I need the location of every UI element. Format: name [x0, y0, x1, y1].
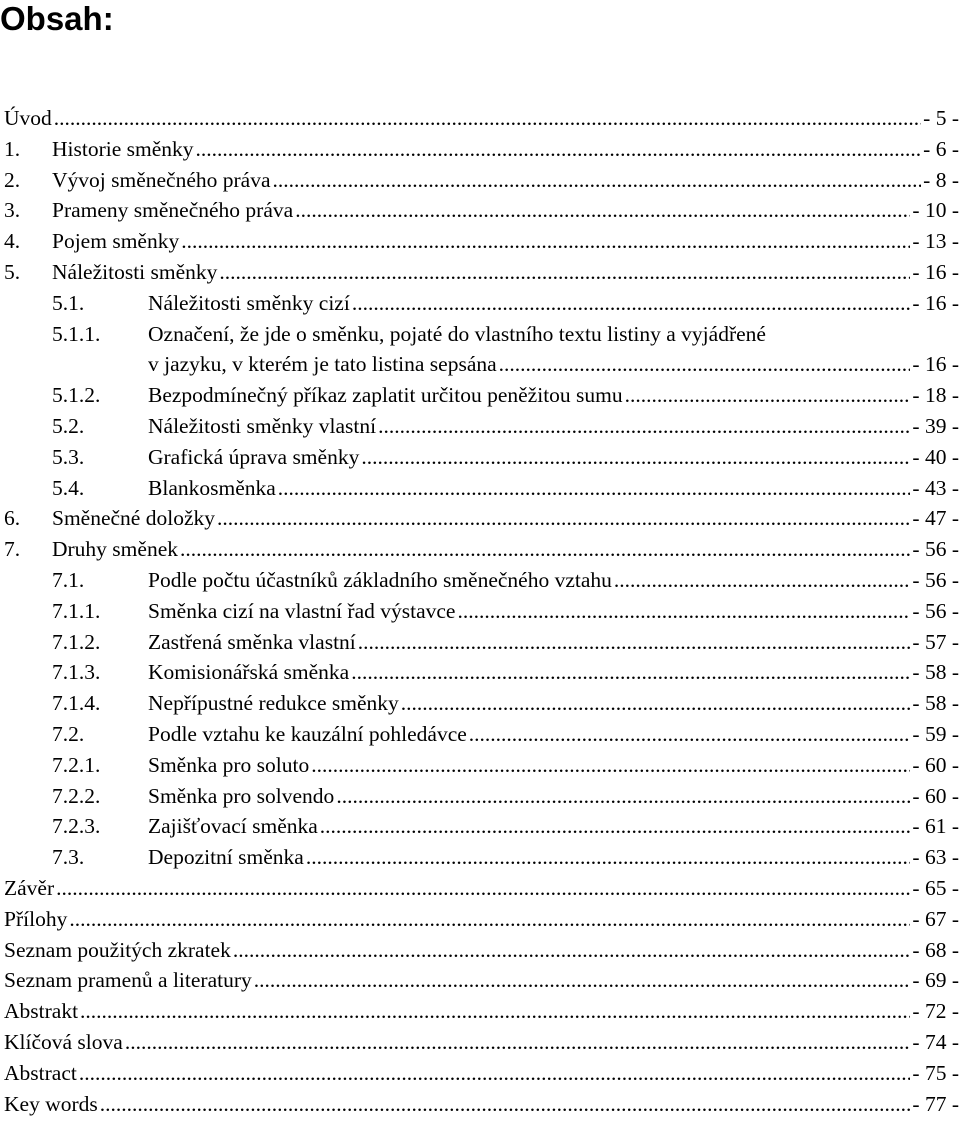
toc-entry[interactable]	[4, 965, 959, 996]
toc-dot-leader	[254, 965, 911, 996]
toc-entry[interactable]	[4, 195, 959, 226]
toc-dot-leader	[352, 288, 911, 319]
toc-entry[interactable]	[4, 1058, 959, 1089]
toc-entry-title: Podle počtu účastníků základního směnečného vztahu	[148, 567, 612, 592]
toc-entry[interactable]	[4, 349, 959, 380]
toc-entry[interactable]	[4, 534, 959, 565]
page-title: Obsah:	[0, 0, 114, 37]
toc-entry-title: Směnečné doložky	[52, 506, 215, 531]
toc-entry-title: Key words	[4, 1091, 98, 1116]
toc-entry-title: Komisionářská směnka	[148, 660, 350, 685]
toc-entry-page: - 18 -	[912, 383, 959, 408]
toc-entry[interactable]	[4, 719, 959, 750]
toc-entry[interactable]	[4, 257, 959, 288]
toc-entry-page: - 43 -	[912, 475, 959, 500]
toc-entry-number: 5.1.2.	[52, 383, 101, 408]
toc-dot-leader	[378, 411, 910, 442]
toc-entry[interactable]	[4, 288, 959, 319]
toc-dot-leader	[69, 904, 910, 935]
toc-entry-page: - 59 -	[912, 721, 959, 746]
toc-entry-number: 7.2.3.	[52, 814, 101, 839]
toc-entry-title: Nepřípustné redukce směnky	[148, 691, 399, 716]
toc-entry-page: - 63 -	[912, 845, 959, 870]
toc-entry-number: 5.2.	[52, 413, 85, 438]
toc-entry-number: 5.1.	[52, 290, 85, 315]
toc-entry-title: Zastřená směnka vlastní	[148, 629, 356, 654]
toc-entry-title: Zajišťovací směnka	[148, 814, 318, 839]
toc-entry[interactable]	[4, 565, 959, 596]
toc-entry-number: 5.3.	[52, 444, 85, 469]
toc-entry-number: 5.	[4, 259, 21, 284]
toc-dot-leader	[181, 226, 910, 257]
toc-entry-title: Grafická úprava směnky	[148, 444, 360, 469]
toc-entry-title: Druhy směnek	[52, 537, 178, 562]
toc-dot-leader	[351, 657, 910, 688]
toc-entry-title: Klíčová slova	[4, 1029, 123, 1054]
toc-entry-number: 1.	[4, 136, 21, 161]
toc-entry-number: 7.1.	[52, 567, 85, 592]
toc-entry-title: Podle vztahu ke kauzální pohledávce	[148, 721, 467, 746]
toc-entry-page: - 75 -	[912, 1060, 959, 1085]
toc-entry[interactable]	[4, 996, 959, 1027]
toc-entry[interactable]	[4, 873, 959, 904]
toc-entry[interactable]	[4, 226, 959, 257]
toc-dot-leader	[469, 719, 911, 750]
toc-entry-page: - 13 -	[912, 229, 959, 254]
toc-entry-page: - 67 -	[912, 906, 959, 931]
toc-dot-leader	[320, 811, 911, 842]
toc-entry-title: Pojem směnky	[52, 229, 180, 254]
toc-dot-leader	[79, 1058, 911, 1089]
toc-entry[interactable]	[4, 657, 959, 688]
toc-dot-leader	[196, 134, 922, 165]
toc-entry-number: 7.	[4, 537, 21, 562]
toc-entry-title: Historie směnky	[52, 136, 194, 161]
toc-entry-title: Náležitosti směnky	[52, 259, 218, 284]
toc-entry-number: 7.1.4.	[52, 691, 101, 716]
toc-entry-page: - 77 -	[912, 1091, 959, 1116]
table-of-contents	[4, 103, 959, 1119]
toc-entry-page: - 47 -	[912, 506, 959, 531]
toc-dot-leader	[306, 842, 911, 873]
toc-dot-leader	[499, 349, 911, 380]
toc-entry[interactable]	[4, 1089, 959, 1120]
toc-entry-page: - 74 -	[912, 1029, 959, 1054]
toc-entry-page: - 68 -	[912, 937, 959, 962]
toc-entry-title: Abstrakt	[4, 999, 79, 1024]
toc-dot-leader	[295, 195, 910, 226]
toc-dot-leader	[401, 688, 911, 719]
toc-entry[interactable]	[4, 473, 959, 504]
toc-entry-number: 7.1.3.	[52, 660, 101, 685]
toc-entry-title: Prameny směnečného práva	[52, 198, 294, 223]
toc-entry-page: - 72 -	[912, 999, 959, 1024]
toc-entry-title: Vývoj směnečného práva	[52, 167, 271, 192]
toc-entry-page: - 60 -	[912, 752, 959, 777]
toc-entry-number: 7.1.2.	[52, 629, 101, 654]
toc-entry-page: - 16 -	[912, 352, 959, 377]
toc-entry-title: Závěr	[4, 875, 55, 900]
toc-entry-number: 6.	[4, 506, 21, 531]
toc-entry-title: Seznam použitých zkratek	[4, 937, 231, 962]
toc-entry-title: Směnka pro solvendo	[148, 783, 335, 808]
toc-entry-page: - 65 -	[912, 875, 959, 900]
toc-entry-page: - 56 -	[912, 598, 959, 623]
toc-entry-page: - 39 -	[912, 413, 959, 438]
toc-entry[interactable]	[4, 165, 959, 196]
toc-entry-title: Přílohy	[4, 906, 68, 931]
toc-dot-leader	[54, 103, 921, 134]
toc-entry[interactable]	[4, 134, 959, 165]
toc-entry-title: Depozitní směnka	[148, 845, 304, 870]
toc-dot-leader	[219, 257, 910, 288]
toc-entry[interactable]	[4, 1027, 959, 1058]
toc-entry-number: 3.	[4, 198, 21, 223]
toc-dot-leader	[273, 165, 922, 196]
toc-entry-page: - 5 -	[923, 106, 959, 130]
toc-dot-leader	[457, 596, 910, 627]
toc-entry-title: Seznam pramenů a literatury	[4, 968, 252, 993]
toc-entry-title: Označení, že jde o směnku, pojaté do vlastního textu listiny a vyjádřené	[148, 321, 766, 346]
toc-dot-leader	[56, 873, 910, 904]
toc-entry[interactable]	[4, 842, 959, 873]
toc-entry-page: - 58 -	[912, 691, 959, 716]
toc-entry-title: Bezpodmínečný příkaz zaplatit určitou peněžitou sumu	[148, 383, 623, 408]
toc-dot-leader	[614, 565, 911, 596]
toc-entry[interactable]	[4, 411, 959, 442]
toc-entry[interactable]	[4, 627, 959, 658]
toc-entry-number: 7.2.	[52, 721, 85, 746]
toc-entry[interactable]	[4, 935, 959, 966]
toc-entry-number: 7.2.2.	[52, 783, 101, 808]
toc-entry-page: - 10 -	[912, 198, 959, 223]
toc-entry-number: 7.2.1.	[52, 752, 101, 777]
toc-entry-page: - 40 -	[912, 444, 959, 469]
toc-entry-number: 4.	[4, 229, 21, 254]
toc-dot-leader	[361, 442, 910, 473]
toc-dot-leader	[125, 1027, 911, 1058]
toc-entry-page: - 69 -	[912, 968, 959, 993]
toc-entry-title: Směnka cizí na vlastní řad výstavce	[148, 598, 456, 623]
toc-entry-title: v jazyku, v kterém je tato listina sepsána	[148, 352, 497, 377]
toc-entry[interactable]	[4, 811, 959, 842]
toc-entry[interactable]	[4, 750, 959, 781]
toc-entry[interactable]	[4, 103, 959, 134]
toc-dot-leader	[278, 473, 911, 504]
toc-entry[interactable]	[4, 380, 959, 411]
toc-entry-page: - 57 -	[912, 629, 959, 654]
toc-entry-title: Náležitosti směnky cizí	[148, 290, 350, 315]
toc-dot-leader	[217, 503, 910, 534]
toc-entry-page: - 60 -	[912, 783, 959, 808]
toc-entry-number: 5.1.1.	[52, 321, 101, 346]
toc-dot-leader	[336, 781, 910, 812]
toc-entry-page: - 61 -	[912, 814, 959, 839]
toc-entry-title: Blankosměnka	[148, 475, 276, 500]
toc-entry[interactable]	[4, 442, 959, 473]
toc-entry[interactable]	[4, 319, 959, 350]
toc-entry-number: 7.1.1.	[52, 598, 101, 623]
toc-dot-leader	[80, 996, 910, 1027]
toc-dot-leader	[358, 627, 911, 658]
toc-dot-leader	[233, 935, 911, 966]
toc-entry-page: - 56 -	[912, 537, 959, 562]
toc-dot-leader	[100, 1089, 911, 1120]
toc-entry-number: 2.	[4, 167, 21, 192]
toc-dot-leader	[311, 750, 910, 781]
toc-entry-page: - 58 -	[912, 660, 959, 685]
toc-entry-title: Směnka pro soluto	[148, 752, 310, 777]
toc-entry-title: Náležitosti směnky vlastní	[148, 413, 377, 438]
toc-entry-number: 7.3.	[52, 845, 85, 870]
toc-entry-page: - 16 -	[912, 290, 959, 315]
toc-entry[interactable]	[4, 596, 959, 627]
toc-entry-page: - 16 -	[912, 259, 959, 284]
toc-entry-page: - 6 -	[923, 136, 959, 161]
toc-entry-number: 5.4.	[52, 475, 85, 500]
toc-entry[interactable]	[4, 688, 959, 719]
toc-entry-page: - 56 -	[912, 567, 959, 592]
toc-entry[interactable]	[4, 781, 959, 812]
toc-entry-title: Úvod	[4, 106, 52, 130]
toc-entry[interactable]	[4, 904, 959, 935]
toc-dot-leader	[180, 534, 910, 565]
toc-entry-page: - 8 -	[923, 167, 959, 192]
toc-entry-title: Abstract	[4, 1060, 77, 1085]
toc-entry[interactable]	[4, 503, 959, 534]
toc-dot-leader	[625, 380, 911, 411]
